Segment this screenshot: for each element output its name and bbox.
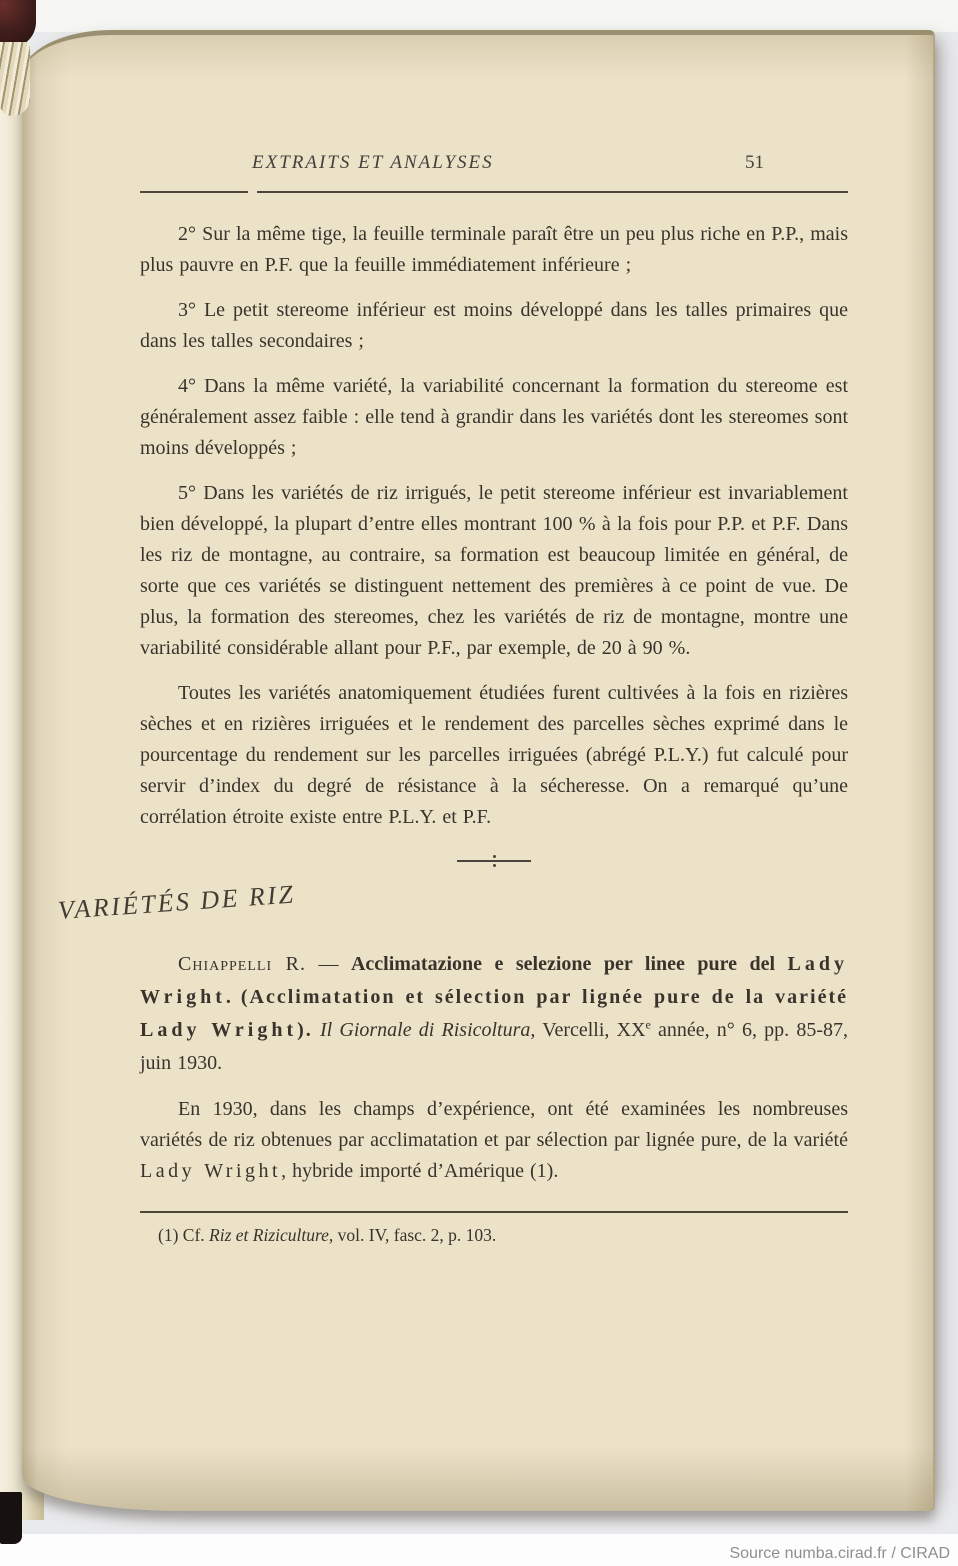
divider-dot-top bbox=[493, 855, 496, 858]
variety-name: Lady Wright bbox=[140, 1160, 282, 1182]
footnote-reference: , vol. IV, fasc. 2, p. 103. bbox=[328, 1225, 497, 1245]
citation-title-french-variety: Lady Wright bbox=[140, 1019, 298, 1041]
paragraph-conclusion: Toutes les variétés anatomiquement étudiées furent cultivées à la fois en rizières sèches et en rizières irriguées et le rendement des parcelles sèches exprimé dans le pourcentage du rendement sur les parcelles irriguées (abrégé P.L.Y.) fut calculé pour servir d’index du degré de résistance à la sécheresse. On a remarqué qu’une corrélation étroite existe entre P.L.Y. et P.F. bbox=[140, 682, 848, 828]
paragraph-point-3: 3° Le petit stereome inférieur est moins développé dans les talles primaires que dans les talles secondaires ; bbox=[140, 299, 848, 352]
citation-ordinal-superscript: e bbox=[645, 1017, 651, 1032]
citation-details: Vercelli, XX bbox=[535, 1019, 646, 1041]
running-header-title: EXTRAITS ET ANALYSES bbox=[252, 152, 494, 173]
source-text: Source numba.cirad.fr / CIRAD bbox=[729, 1545, 950, 1562]
citation-paragraph bbox=[140, 948, 848, 1080]
divider-bar bbox=[457, 860, 531, 862]
citation-title-french: (Acclimatation et sélection par lignée pure de la variété bbox=[230, 986, 848, 1008]
footnote-work-title: Riz et Riziculture bbox=[209, 1225, 329, 1245]
citation-title-italian-close: . bbox=[225, 986, 231, 1008]
citation-title-italian: Acclimatazione e selezione per linee pure del bbox=[350, 953, 788, 975]
citation-title-french-close: ). bbox=[297, 1019, 313, 1041]
divider-dot-bottom bbox=[493, 864, 496, 867]
paragraph-point-4: 4° Dans la même variété, la variabilité concernant la formation du stereome est généralement assez faible : elle tend à grandir dans les variétés dont les stereomes sont moins développés ; bbox=[140, 375, 848, 459]
page-content bbox=[56, 147, 849, 1248]
paragraph-1930 bbox=[140, 1094, 848, 1187]
footnote-rule bbox=[140, 1211, 848, 1213]
running-header bbox=[140, 147, 848, 175]
header-rule-segment-right bbox=[257, 191, 848, 193]
source-attribution bbox=[729, 1545, 950, 1563]
paragraph-1930-text: En 1930, dans les champs d’expérience, ont été examinées les nombreuses variétés de riz obtenues par acclimatation et par sélection par lignée pure, de la variété bbox=[140, 1098, 848, 1151]
citation-separator: — bbox=[305, 953, 351, 975]
header-rule bbox=[140, 191, 848, 193]
footnote-marker: (1) Cf. bbox=[158, 1225, 210, 1245]
paragraph-point-2: 2° Sur la même tige, la feuille terminale paraît être un peu plus riche en P.P., mais plus pauvre en P.F. que la feuille immédiatement inférieure ; bbox=[140, 223, 848, 276]
page-number: 51 bbox=[745, 152, 764, 173]
citation-author: Chiappelli R. bbox=[178, 953, 306, 975]
section-heading: VARIÉTÉS DE RIZ bbox=[56, 879, 297, 925]
book-page bbox=[22, 30, 935, 1511]
paragraph-1930-text-end: , hybride importé d’Amérique (1). bbox=[281, 1160, 559, 1182]
paragraph-point-5: 5° Dans les variétés de riz irrigués, le petit stereome inférieur est invariablement bien développé, la plupart d’entre elles montrant 100 % à la fois pour P.P. et P.F. Dans les riz de montagne, au contraire, sa formation est beaucoup limitée en général, de sorte que ces variétés se distinguent nettement des premières à ce point de vue. De plus, la formation des stereomes, chez les variétés de riz de montagne, montre une variabilité considérable allant pour P.F., par exemple, de 20 à 90 %. bbox=[140, 482, 848, 659]
citation-title-italian-variety: Lady Wright bbox=[140, 953, 849, 1008]
footnote bbox=[140, 1222, 848, 1248]
section-divider bbox=[457, 855, 531, 867]
book-spine-top bbox=[0, 0, 36, 48]
header-rule-segment-left bbox=[140, 191, 248, 193]
scan-background-top bbox=[0, 0, 958, 32]
book-spine-bottom bbox=[0, 1492, 22, 1544]
citation-details-rest: année, n° 6, pp. 85-87, juin 1930. bbox=[140, 1019, 848, 1074]
citation-journal: Il Giornale di Risicoltura, bbox=[312, 1019, 536, 1041]
page-roll-edge bbox=[0, 42, 30, 116]
